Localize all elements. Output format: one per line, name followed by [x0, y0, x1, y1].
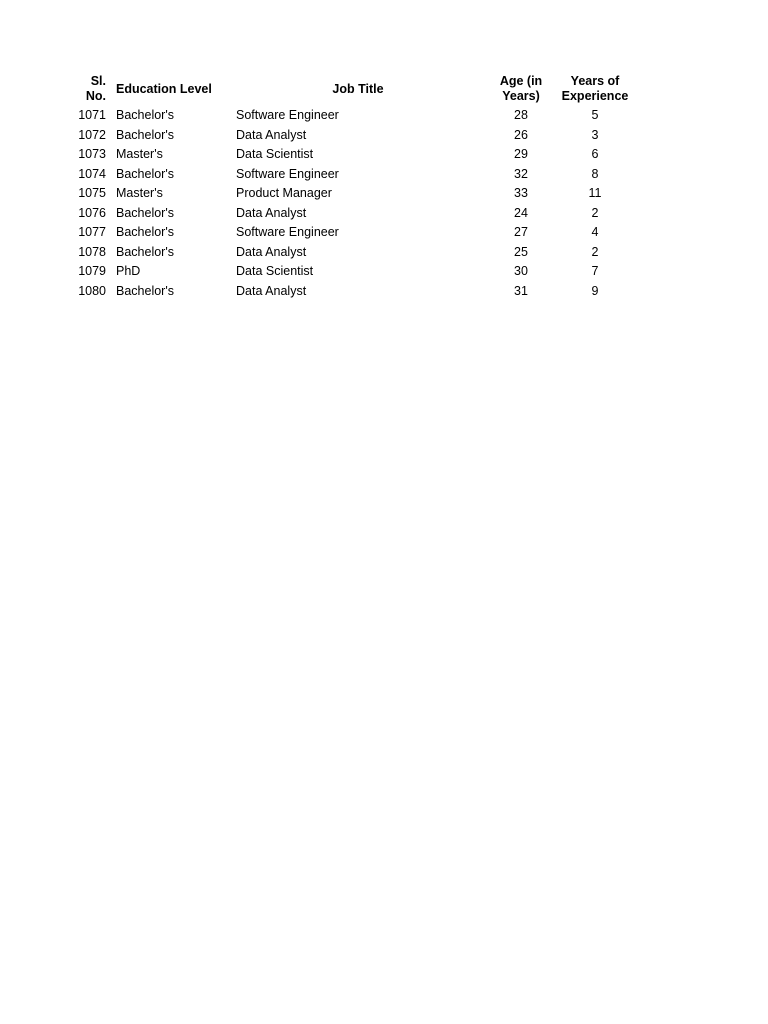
cell-age: 25: [514, 244, 528, 259]
cell-age: 29: [514, 147, 528, 162]
cell-sl-no: 1079: [78, 264, 106, 279]
table-row: [66, 184, 632, 204]
cell-experience: 8: [591, 166, 599, 181]
cell-age: 28: [514, 108, 528, 123]
cell-job-title: Data Analyst: [236, 205, 307, 220]
cell-education-level: Master's: [116, 147, 163, 162]
cell-experience: 9: [591, 283, 599, 298]
cell-experience: 2: [591, 205, 599, 220]
cell-education-level: Bachelor's: [116, 166, 174, 181]
cell-job-title: Data Scientist: [236, 147, 314, 162]
table-body: [66, 106, 632, 301]
cell-experience: 3: [591, 127, 599, 142]
cell-job-title: Product Manager: [236, 186, 332, 201]
cell-age: 27: [514, 225, 528, 240]
cell-age: 30: [514, 264, 528, 279]
header-sl-no: Sl. No.: [85, 74, 106, 103]
header-age: Age (in Years): [499, 74, 543, 103]
cell-education-level: Bachelor's: [116, 205, 174, 220]
header-experience: Years of Experience: [561, 74, 629, 103]
cell-job-title: Data Analyst: [236, 127, 307, 142]
cell-education-level: Bachelor's: [116, 108, 174, 123]
cell-age: 24: [514, 205, 528, 220]
cell-age: 31: [514, 283, 528, 298]
table-row: [66, 243, 632, 263]
cell-education-level: Bachelor's: [116, 127, 174, 142]
header-row: [66, 72, 632, 106]
cell-experience: 2: [591, 244, 599, 259]
header-job-title: Job Title: [332, 81, 384, 96]
cell-education-level: Bachelor's: [116, 283, 174, 298]
cell-experience: 7: [591, 264, 599, 279]
cell-job-title: Data Analyst: [236, 244, 307, 259]
table-row: [66, 126, 632, 146]
cell-sl-no: 1076: [78, 205, 106, 220]
cell-sl-no: 1078: [78, 244, 106, 259]
cell-job-title: Data Analyst: [236, 283, 307, 298]
cell-sl-no: 1074: [78, 166, 106, 181]
cell-sl-no: 1080: [78, 283, 106, 298]
employee-table: [66, 72, 632, 301]
cell-education-level: Bachelor's: [116, 225, 174, 240]
cell-education-level: PhD: [116, 264, 141, 279]
cell-experience: 11: [588, 186, 602, 201]
cell-job-title: Software Engineer: [236, 166, 339, 181]
cell-job-title: Software Engineer: [236, 225, 339, 240]
cell-sl-no: 1071: [78, 108, 106, 123]
cell-education-level: Bachelor's: [116, 244, 174, 259]
cell-sl-no: 1072: [78, 127, 106, 142]
cell-sl-no: 1075: [78, 186, 106, 201]
cell-age: 32: [514, 166, 528, 181]
table-row: [66, 106, 632, 126]
table-row: [66, 223, 632, 243]
table-row: [66, 282, 632, 302]
header-education-level: Education Level: [116, 81, 212, 96]
cell-experience: 4: [591, 225, 599, 240]
cell-job-title: Data Scientist: [236, 264, 314, 279]
table-row: [66, 165, 632, 185]
cell-education-level: Master's: [116, 186, 163, 201]
cell-job-title: Software Engineer: [236, 108, 339, 123]
cell-sl-no: 1077: [78, 225, 106, 240]
table-row: [66, 145, 632, 165]
cell-experience: 5: [591, 108, 599, 123]
cell-age: 33: [514, 186, 528, 201]
cell-age: 26: [514, 127, 528, 142]
spreadsheet-page: [66, 72, 632, 301]
table-row: [66, 262, 632, 282]
cell-sl-no: 1073: [78, 147, 106, 162]
cell-experience: 6: [591, 147, 599, 162]
table-row: [66, 204, 632, 224]
